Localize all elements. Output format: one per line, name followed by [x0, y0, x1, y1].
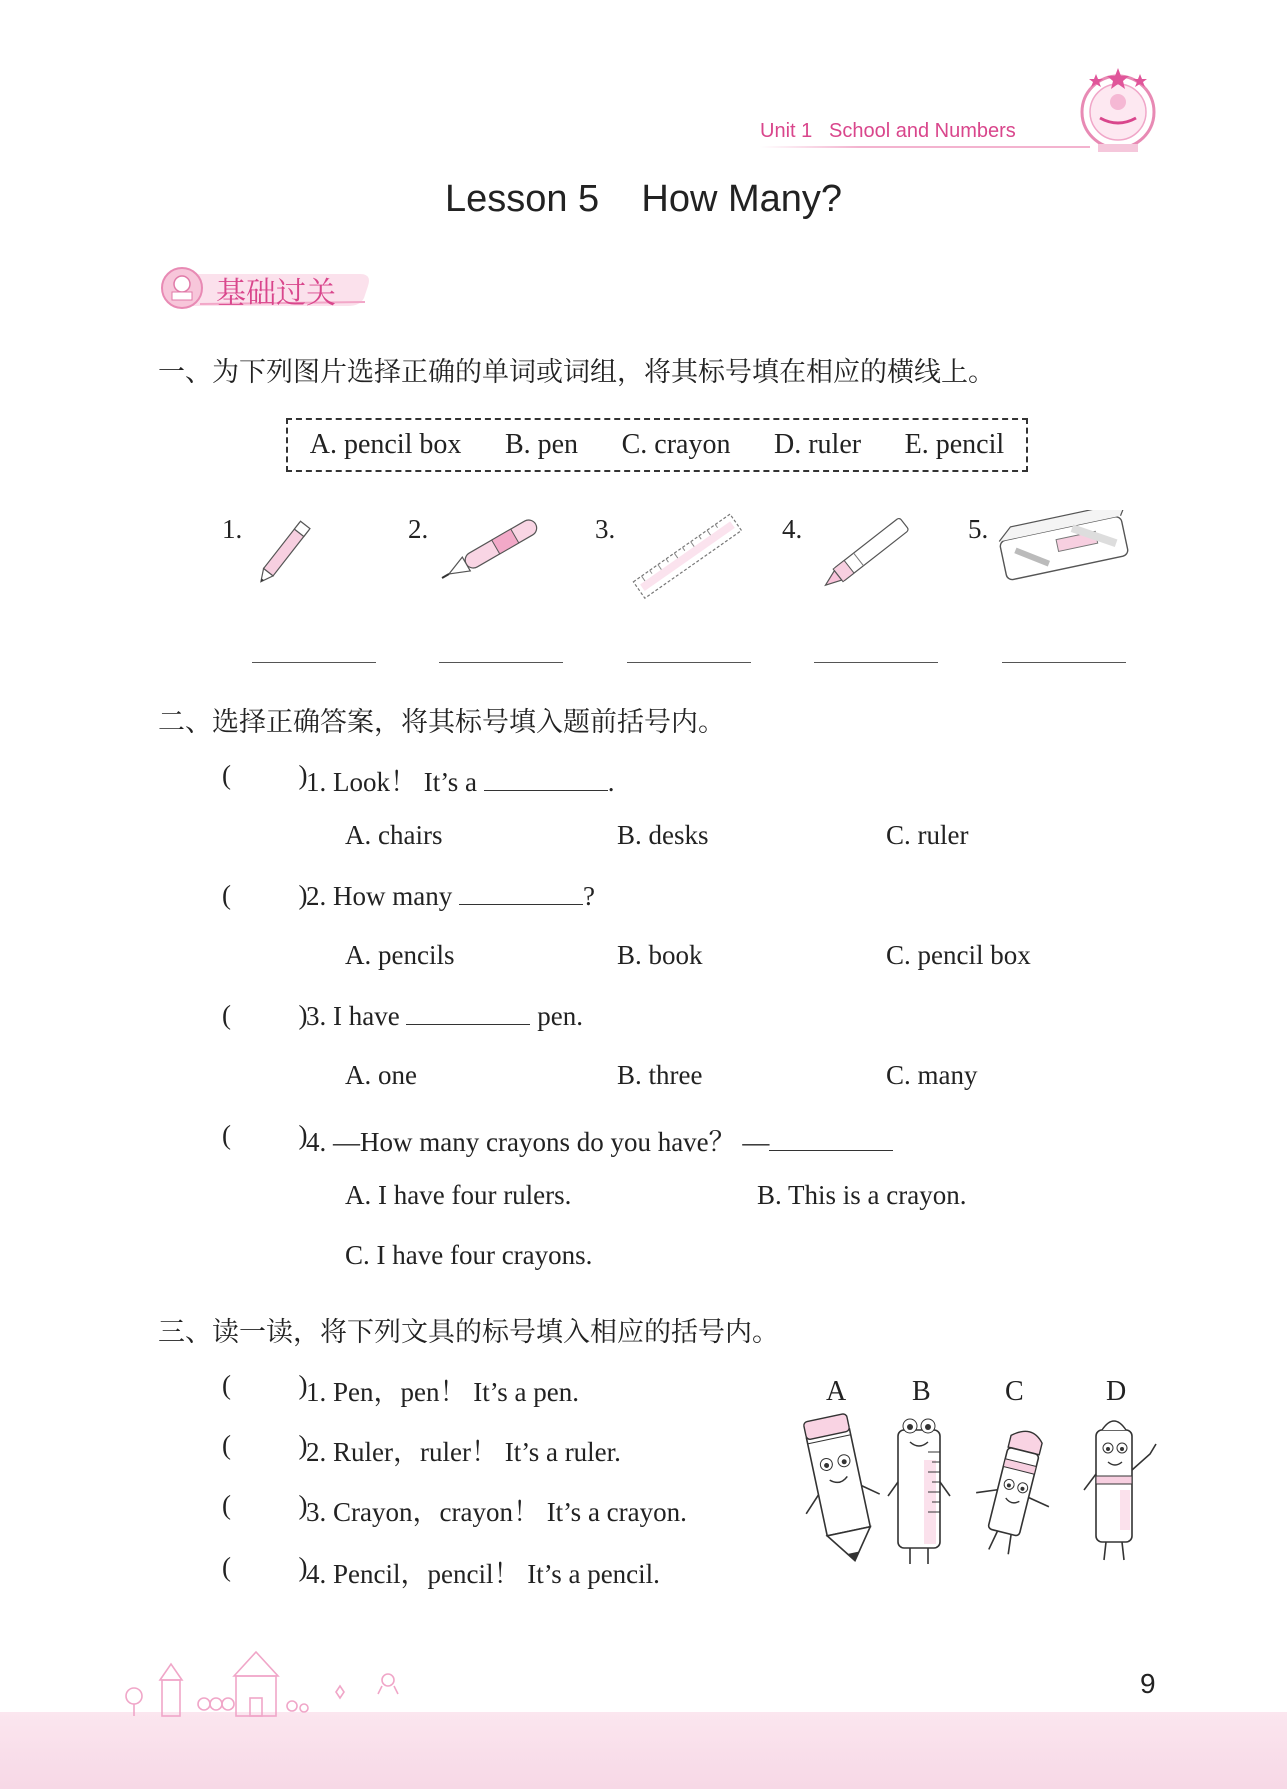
answer-paren[interactable]: ( ) [222, 1490, 308, 1520]
question-2 [306, 880, 595, 912]
q2-option-a: A. pencils [345, 940, 455, 970]
question-1-end: . [607, 767, 615, 797]
match-item-2: 2. Ruler，ruler！ It’s a ruler. [306, 1437, 621, 1467]
answer-line-1[interactable] [252, 662, 376, 663]
answer-line-3[interactable] [627, 662, 751, 663]
pencil-character [796, 1410, 886, 1570]
section2-heading: 二、选择正确答案，将其标号填入题前括号内。 [158, 707, 725, 738]
question-4-text: 4. —How many crayons do you have？ — [306, 1127, 770, 1157]
badge-label: 基础过关 [216, 276, 336, 311]
pen-character [1070, 1410, 1166, 1570]
section-badge [160, 264, 375, 310]
q2-option-b: B. book [617, 940, 703, 970]
answer-paren[interactable]: ( ) [222, 760, 308, 790]
picture-number-1: 1. [222, 514, 243, 544]
answer-line-2[interactable] [439, 662, 563, 663]
q2-option-c: C. pencil box [886, 940, 1031, 970]
section1-heading: 一、为下列图片选择正确的单词或词组，将其标号填在相应的横线上。 [158, 357, 995, 388]
question-1-blank[interactable] [484, 766, 608, 791]
picture-label-b: B [912, 1376, 931, 1407]
question-2-blank[interactable] [459, 880, 583, 905]
publisher-logo [1070, 62, 1166, 158]
question-1-text: 1. Look！ It’s a [306, 767, 484, 797]
picture-label-d: D [1106, 1376, 1127, 1407]
pencil-box-picture [996, 510, 1134, 586]
ruler-picture [625, 512, 751, 602]
answer-paren[interactable]: ( ) [222, 1120, 308, 1150]
ruler-character [884, 1412, 954, 1572]
header-divider [760, 146, 1090, 148]
q4-option-a: A. I have four rulers. [345, 1180, 572, 1210]
page-number: 9 [1140, 1668, 1156, 1699]
question-4-blank[interactable] [769, 1126, 893, 1151]
answer-paren[interactable]: ( ) [222, 1000, 308, 1030]
crayon-picture [810, 510, 926, 594]
picture-number-4: 4. [782, 514, 803, 544]
lesson-title: Lesson 5 How Many? [444, 178, 843, 220]
question-2-text: 2. How many [306, 881, 459, 911]
pen-picture [436, 510, 552, 586]
word-option-e: E. pencil [904, 429, 1005, 460]
q4-option-c: C. I have four crayons. [345, 1240, 593, 1270]
picture-number-3: 3. [595, 514, 616, 544]
q1-option-a: A. chairs [345, 820, 443, 850]
q1-option-b: B. desks [617, 820, 709, 850]
word-option-a: A. pencil box [309, 429, 462, 460]
answer-paren[interactable]: ( ) [222, 1552, 308, 1582]
match-item-4: 4. Pencil，pencil！ It’s a pencil. [306, 1559, 660, 1589]
q1-option-c: C. ruler [886, 820, 969, 850]
answer-line-5[interactable] [1002, 662, 1126, 663]
section3-heading: 三、读一读，将下列文具的标号填入相应的括号内。 [158, 1317, 779, 1348]
question-3 [306, 1000, 583, 1032]
answer-paren[interactable]: ( ) [222, 1370, 308, 1400]
question-1 [306, 760, 614, 799]
word-option-b: B. pen [504, 429, 579, 460]
match-item-1: 1. Pen，pen！ It’s a pen. [306, 1377, 579, 1407]
q3-option-b: B. three [617, 1060, 703, 1090]
header-unit: Unit 1 [760, 120, 813, 142]
answer-paren[interactable]: ( ) [222, 1430, 308, 1460]
question-2-end: ? [582, 881, 595, 911]
word-option-d: D. ruler [774, 429, 862, 460]
picture-number-5: 5. [968, 514, 989, 544]
question-3-text: 3. I have [306, 1001, 407, 1031]
q3-option-c: C. many [886, 1060, 978, 1090]
picture-number-2: 2. [408, 514, 429, 544]
question-3-blank[interactable] [406, 1000, 530, 1025]
crayon-character [966, 1428, 1062, 1568]
word-bank [286, 418, 1028, 472]
pencil-picture [248, 510, 328, 584]
footer-band [0, 1712, 1287, 1789]
answer-line-4[interactable] [814, 662, 938, 663]
picture-label-c: C [1005, 1376, 1024, 1407]
q4-option-b: B. This is a crayon. [757, 1180, 967, 1210]
q3-option-a: A. one [345, 1060, 417, 1090]
question-3-end: pen. [530, 1001, 583, 1031]
header-topic: School and Numbers [829, 120, 1016, 142]
footer-town-illustration [120, 1646, 420, 1718]
word-option-c: C. crayon [621, 429, 731, 460]
picture-label-a: A [826, 1376, 847, 1407]
match-item-3: 3. Crayon，crayon！ It’s a crayon. [306, 1497, 687, 1527]
answer-paren[interactable]: ( ) [222, 880, 308, 910]
question-4 [306, 1120, 893, 1159]
